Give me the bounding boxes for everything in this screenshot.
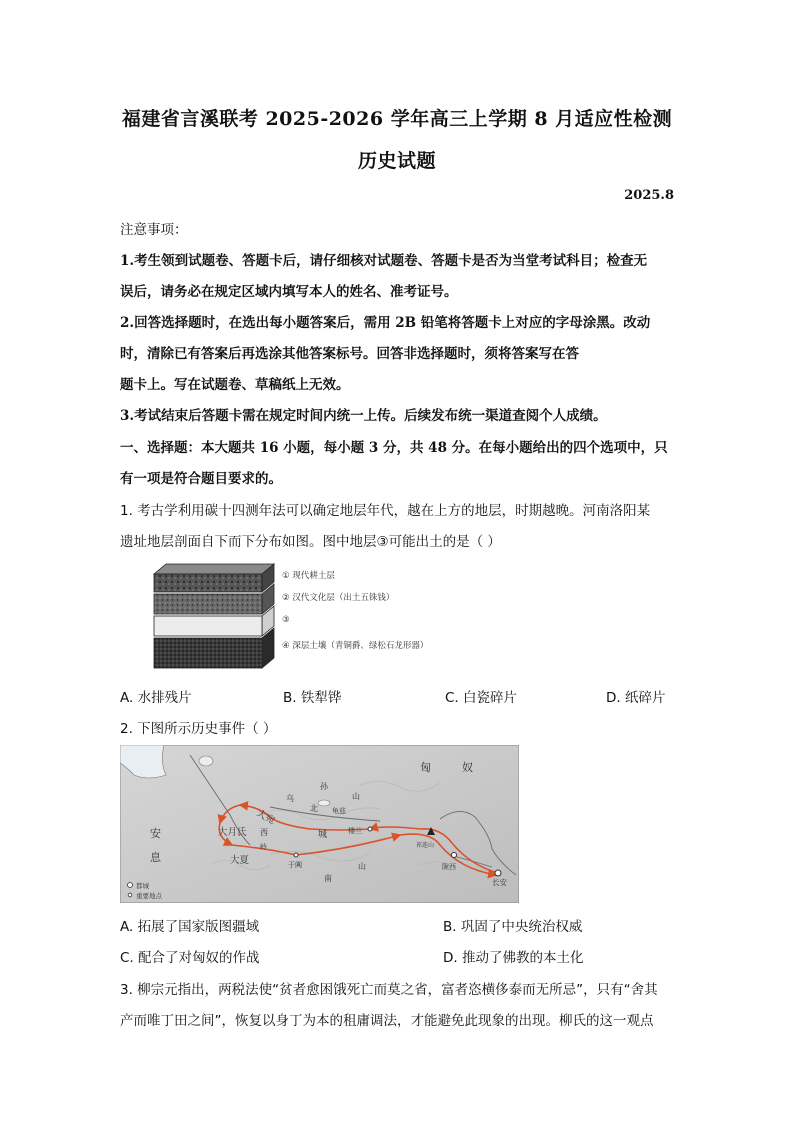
q2-option-d[interactable]: D. 推动了佛教的本土化 bbox=[443, 950, 584, 966]
label-guishi: 龟兹 bbox=[332, 807, 346, 815]
q3-stem-a: 3. 柳宗元指出，两税法使“贫者愈困饿死亡而莫之省，富者恣横侈泰而无所忌”，只有“舍其 bbox=[120, 982, 658, 998]
notice-item-1a: 1.考生领到试题卷、答题卡后，请仔细核对试题卷、答题卡是否为当堂考试科目；检查无 bbox=[120, 253, 648, 269]
q1-option-a[interactable]: A. 水排残片 bbox=[120, 690, 192, 706]
label-cheng: 城 bbox=[318, 830, 328, 840]
loulan-marker bbox=[368, 827, 372, 831]
notice-item-1b: 误后，请务必在规定区域内填写本人的姓名、准考证号。 bbox=[120, 284, 458, 300]
label-anxi-1: 安 bbox=[150, 827, 161, 840]
exam-title: 福建省言溪联考 2025-2026 学年高三上学期 8 月适应性检测 bbox=[121, 108, 673, 130]
aral-lake bbox=[199, 756, 213, 766]
label-longxi: 陇西 bbox=[442, 863, 456, 871]
q1-option-c[interactable]: C. 白瓷碎片 bbox=[445, 690, 518, 706]
label-congling-1: 西 bbox=[260, 828, 268, 837]
notice-item-3: 3.考试结束后答题卡需在规定时间内统一上传。后续发布统一渠道查阅个人成绩。 bbox=[120, 408, 607, 424]
layer-3-label: ③ bbox=[282, 615, 290, 625]
label-changan: 长安 bbox=[492, 878, 507, 887]
q3-stem-b: 产而唯丁田之间”，恢复以身丁为本的租庸调法，才能避免此现象的出现。柳氏的这一观点 bbox=[120, 1013, 654, 1029]
label-yutian: 于阗 bbox=[288, 861, 302, 869]
label-loulan: 楼兰 bbox=[348, 827, 362, 835]
q2-option-c[interactable]: C. 配合了对匈奴的作战 bbox=[120, 950, 260, 966]
legend-place-label: 重要地点 bbox=[136, 892, 162, 900]
label-tianshan-2: 山 bbox=[352, 792, 360, 801]
label-daxia: 大夏 bbox=[230, 855, 250, 866]
label-xiongnu-2: 奴 bbox=[462, 761, 473, 774]
label-nanshan-2: 山 bbox=[358, 862, 366, 871]
subject-title: 历史试题 bbox=[357, 150, 436, 172]
map-frame bbox=[120, 745, 519, 903]
yutian-marker bbox=[294, 853, 298, 857]
label-tianshan-1: 北 bbox=[310, 804, 318, 813]
changan-marker bbox=[495, 870, 501, 876]
layer-2-label: ② 汉代文化层（出土五铢钱） bbox=[282, 593, 395, 603]
section-heading-b: 有一项是符合题目要求的。 bbox=[120, 471, 282, 487]
q1-stem-a: 1. 考古学利用碳十四测年法可以确定地层年代，越在上方的地层，时期越晚。河南洛阳某 bbox=[120, 503, 651, 519]
notice-heading: 注意事项： bbox=[120, 222, 188, 238]
label-wusun-1: 乌 bbox=[286, 794, 294, 803]
label-congling-2: 岭 bbox=[260, 843, 267, 851]
q1-stem-b: 遗址地层剖面自下而下分布如图。图中地层③可能出土的是（ ） bbox=[120, 534, 501, 550]
longxi-marker bbox=[452, 853, 457, 858]
label-xiongnu-1: 匈 bbox=[420, 761, 431, 774]
q1-option-b[interactable]: B. 铁犁铧 bbox=[283, 690, 342, 706]
exam-date: 2025.8 bbox=[624, 188, 674, 203]
label-dayuan: 大宛 bbox=[254, 807, 277, 827]
label-nanshan-1: 南 bbox=[324, 874, 332, 883]
q2-silk-road-map bbox=[120, 745, 519, 903]
q2-option-b[interactable]: B. 巩固了中央统治权威 bbox=[443, 919, 583, 935]
lake-small bbox=[318, 800, 330, 806]
q2-stem: 2. 下图所示历史事件（ ） bbox=[120, 721, 277, 737]
section-heading-a: 一、选择题：本大题共 16 小题，每小题 3 分，共 48 分。在每小题给出的四个选项中，只 bbox=[120, 440, 668, 456]
label-wusun-2: 孙 bbox=[320, 782, 328, 791]
layer-1-label: ① 现代耕土层 bbox=[282, 571, 335, 581]
label-dayuezhi: 大月氏 bbox=[218, 827, 247, 838]
layer-4-label: ④ 深层土壤（青铜爵、绿松石龙形器） bbox=[282, 641, 429, 651]
label-qilian: 祁连山 bbox=[416, 842, 435, 849]
q2-option-a[interactable]: A. 拓展了国家版图疆域 bbox=[120, 919, 260, 935]
label-anxi-2: 息 bbox=[150, 851, 161, 864]
notice-item-2c: 题卡上。写在试题卷、草稿纸上无效。 bbox=[120, 377, 350, 393]
q1-stratigraphy-figure bbox=[146, 562, 456, 674]
q1-option-d[interactable]: D. 纸碎片 bbox=[606, 690, 666, 706]
layer-1-block bbox=[154, 564, 274, 592]
legend-capital-label: 都城 bbox=[136, 882, 149, 890]
notice-item-2a: 2.回答选择题时，在选出每小题答案后，需用 2B 铅笔将答题卡上对应的字母涂黑。改动 bbox=[120, 315, 651, 331]
notice-item-2b: 时，清除已有答案后再选涂其他答案标号。回答非选择题时，须将答案写在答 bbox=[120, 346, 579, 362]
